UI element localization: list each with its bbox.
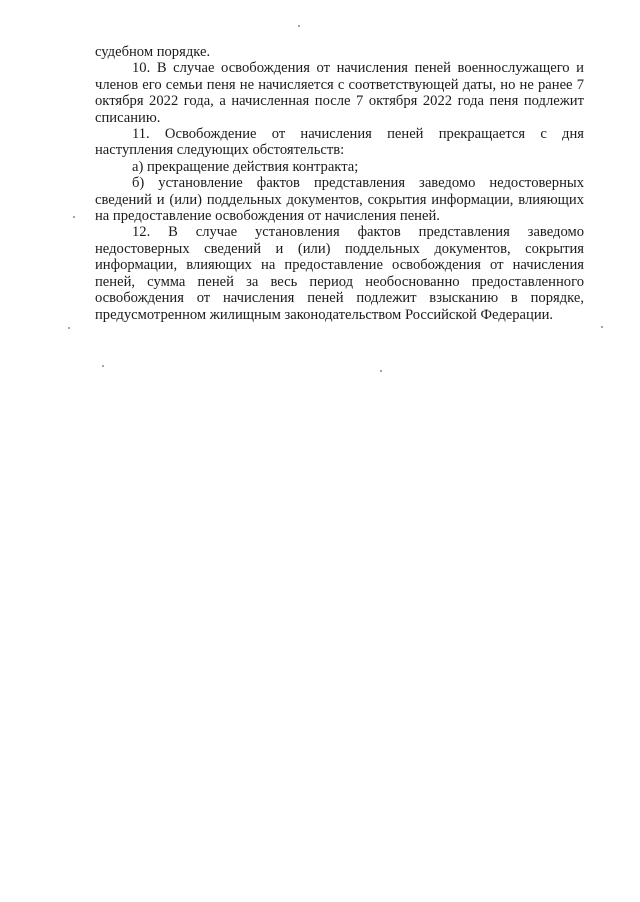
continuation-text: судебном порядке. [95, 44, 211, 60]
item-b: б) установление фактов представления заведомо недостоверных сведений и (или) поддельных документов, сокрытия информации, влияющих на предоставление освобождения от начисления пеней. [95, 175, 584, 225]
paragraph-10: 10. В случае освобождения от начисления пеней военнослужащего и членов его семьи пеня не начисляется с соответствующей даты, но не ранее 7 октября 2022 года, а начисленная после 7 октября 2022 года пеня подлежит списанию. [95, 60, 584, 126]
document-body [95, 44, 584, 323]
item-a: а) прекращение действия контракта; [132, 158, 359, 175]
paragraph-12: 12. В случае установления фактов представления заведомо недостоверных сведений и (или) поддельных документов, сокрытия информации, влияющих на предоставление освобождения от начисления пеней, сумма пеней за весь период необоснованно предоставленного освобождения от начисления пеней подлежит взысканию в порядке, предусмотренном жилищным законодательством Российской Федерации. [95, 224, 584, 323]
paragraph-11: 11. Освобождение от начисления пеней прекращается с дня наступления следующих обстоятельств: [95, 126, 584, 159]
